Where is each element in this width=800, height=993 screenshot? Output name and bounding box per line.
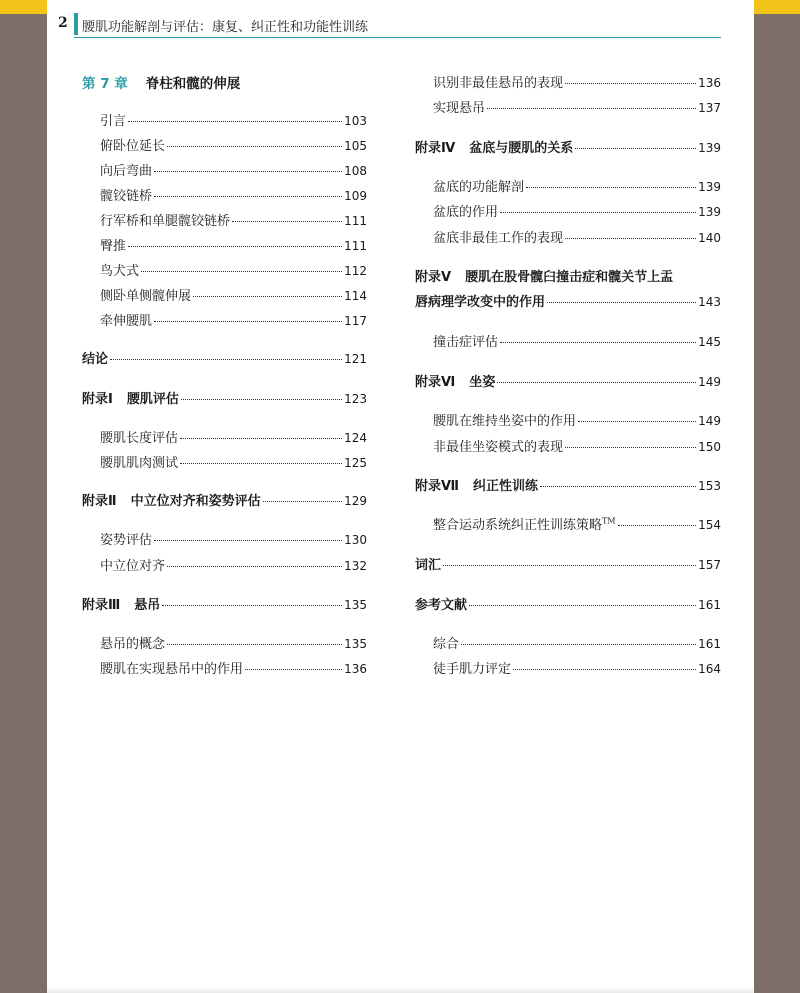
toc-page-number: 111 bbox=[344, 214, 367, 228]
toc-entry[interactable] bbox=[82, 555, 367, 574]
dot-leader bbox=[180, 463, 342, 464]
toc-page-number: 109 bbox=[344, 189, 367, 203]
toc-entry[interactable] bbox=[82, 529, 367, 548]
toc-entry[interactable] bbox=[415, 436, 721, 455]
trademark-mark: TM bbox=[602, 516, 616, 526]
page-bottom-shadow bbox=[47, 987, 754, 993]
toc-entry[interactable] bbox=[415, 633, 721, 652]
toc-entry-label: 结论 bbox=[82, 352, 109, 367]
toc-entry-label: 徒手肌力评定 bbox=[433, 662, 512, 677]
dot-leader bbox=[578, 421, 696, 422]
dot-leader bbox=[167, 566, 342, 567]
toc-page-number: 124 bbox=[344, 431, 367, 445]
toc-page-number: 105 bbox=[344, 139, 367, 153]
toc-entry[interactable] bbox=[415, 72, 721, 91]
toc-entry-label: 中立位对齐 bbox=[100, 559, 166, 574]
dot-leader bbox=[540, 486, 696, 487]
toc-entry[interactable] bbox=[415, 97, 721, 116]
dot-leader bbox=[487, 108, 696, 109]
toc-entry[interactable] bbox=[82, 658, 367, 677]
toc-page-number: 129 bbox=[344, 494, 367, 508]
toc-entry-label: 盆底的功能解剖 bbox=[433, 180, 525, 195]
header-accent-bar bbox=[74, 13, 78, 35]
toc-page-number: 125 bbox=[344, 456, 367, 470]
dot-leader bbox=[181, 399, 342, 400]
dot-leader bbox=[110, 359, 342, 360]
toc-page-number: 130 bbox=[344, 533, 367, 547]
toc-entry[interactable] bbox=[82, 185, 367, 204]
appendix-prefix: 附录Ⅴ bbox=[415, 270, 452, 285]
toc-page-number: 132 bbox=[344, 559, 367, 573]
dot-leader bbox=[128, 246, 342, 247]
toc-entry-label: 盆底与腰肌的关系 bbox=[469, 141, 574, 156]
toc-appendix-5-line2[interactable] bbox=[415, 291, 721, 310]
page-number: 2 bbox=[58, 15, 68, 31]
toc-entry-label-continued: 唇病理学改变中的作用 bbox=[415, 295, 546, 310]
toc-page-number: 153 bbox=[698, 479, 721, 493]
dot-leader bbox=[141, 271, 342, 272]
toc-page-number: 135 bbox=[344, 598, 367, 612]
toc-page-number: 121 bbox=[344, 352, 367, 366]
toc-page-number: 139 bbox=[698, 180, 721, 194]
dot-leader bbox=[162, 605, 342, 606]
toc-entry-label: 俯卧位延长 bbox=[100, 139, 166, 154]
dot-leader bbox=[193, 296, 342, 297]
dot-leader bbox=[461, 644, 696, 645]
dot-leader bbox=[575, 148, 696, 149]
dot-leader bbox=[469, 605, 696, 606]
corner-tab-left bbox=[0, 0, 47, 14]
toc-entry-label: 向后弯曲 bbox=[100, 164, 153, 179]
toc-entry-label: 综合 bbox=[433, 637, 460, 652]
toc-entry[interactable] bbox=[82, 210, 367, 229]
toc-entry-label: 侧卧单侧髋伸展 bbox=[100, 289, 192, 304]
toc-entry-label: 腰肌评估 bbox=[126, 392, 179, 407]
toc-page-number: 150 bbox=[698, 440, 721, 454]
dot-leader bbox=[443, 565, 696, 566]
toc-entry[interactable] bbox=[82, 452, 367, 471]
toc-entry-label: 鸟犬式 bbox=[100, 264, 140, 279]
appendix-prefix: 附录Ⅱ bbox=[82, 494, 117, 509]
toc-entry-label: 腰肌在维持坐姿中的作用 bbox=[433, 414, 577, 429]
dot-leader bbox=[547, 302, 696, 303]
toc-page-number: 154 bbox=[698, 518, 721, 532]
toc-entry-label: 识别非最佳悬吊的表现 bbox=[433, 76, 564, 91]
toc-page-number: 145 bbox=[698, 335, 721, 349]
book-page bbox=[47, 0, 754, 993]
dot-leader bbox=[565, 83, 696, 84]
toc-entry-label: 悬吊的概念 bbox=[100, 637, 166, 652]
toc-entry[interactable] bbox=[82, 235, 367, 254]
dot-leader bbox=[500, 212, 696, 213]
dot-leader bbox=[128, 121, 342, 122]
toc-conclusion[interactable] bbox=[82, 348, 367, 367]
chapter-number: 第 7 章 bbox=[82, 76, 128, 92]
toc-entry-label: 臀推 bbox=[100, 239, 127, 254]
toc-entry-label: 行军桥和单腿髋铰链桥 bbox=[100, 214, 231, 229]
toc-page-number: 149 bbox=[698, 414, 721, 428]
toc-entry-label: 腰肌在实现悬吊中的作用 bbox=[100, 662, 244, 677]
toc-page-number: 149 bbox=[698, 375, 721, 389]
dot-leader bbox=[154, 321, 342, 322]
toc-entry-label: 牵伸腰肌 bbox=[100, 314, 153, 329]
toc-entry-label: 姿势评估 bbox=[100, 533, 153, 548]
toc-page-number: 137 bbox=[698, 101, 721, 115]
toc-page-number: 136 bbox=[698, 76, 721, 90]
toc-page-number: 136 bbox=[344, 662, 367, 676]
toc-entry-label: 中立位对齐和姿势评估 bbox=[130, 494, 261, 509]
toc-page-number: 103 bbox=[344, 114, 367, 128]
dot-leader bbox=[618, 525, 697, 526]
toc-entry[interactable] bbox=[82, 135, 367, 154]
dot-leader bbox=[513, 669, 696, 670]
toc-glossary[interactable] bbox=[415, 554, 721, 573]
corner-tab-right bbox=[754, 0, 800, 14]
dot-leader bbox=[167, 146, 342, 147]
dot-leader bbox=[167, 644, 342, 645]
toc-entry[interactable] bbox=[415, 331, 721, 350]
toc-entry-label: 盆底的作用 bbox=[433, 205, 499, 220]
toc-page-number: 140 bbox=[698, 231, 721, 245]
toc-appendix-6[interactable] bbox=[415, 371, 721, 390]
toc-entry-label: 腰肌肌肉测试 bbox=[100, 456, 179, 471]
toc-entry-label: 纠正性训练 bbox=[473, 479, 539, 494]
toc-entry-label bbox=[433, 514, 616, 533]
toc-entry-text: 整合运动系统纠正性训练策略 bbox=[433, 518, 603, 533]
toc-page-number: 161 bbox=[698, 637, 721, 651]
toc-page-number: 157 bbox=[698, 558, 721, 572]
toc-entry[interactable] bbox=[82, 160, 367, 179]
toc-page-number: 123 bbox=[344, 392, 367, 406]
book-title: 腰肌功能解剖与评估：康复、纠正性和功能性训练 bbox=[82, 20, 369, 35]
toc-entry-label: 悬吊 bbox=[134, 598, 161, 613]
toc-page-number: 108 bbox=[344, 164, 367, 178]
dot-leader bbox=[526, 187, 696, 188]
dot-leader bbox=[180, 438, 342, 439]
toc-page-number: 161 bbox=[698, 598, 721, 612]
dot-leader bbox=[154, 540, 342, 541]
appendix-prefix: 附录Ⅳ bbox=[415, 141, 456, 156]
toc-page-number: 111 bbox=[344, 239, 367, 253]
toc-references[interactable] bbox=[415, 594, 721, 613]
toc-page-number: 112 bbox=[344, 264, 367, 278]
dot-leader bbox=[154, 171, 342, 172]
toc-entry[interactable] bbox=[82, 110, 367, 129]
toc-appendix-1[interactable] bbox=[82, 388, 367, 407]
toc-entry-label: 实现悬吊 bbox=[433, 101, 486, 116]
dot-leader bbox=[565, 447, 696, 448]
toc-entry-label: 词汇 bbox=[415, 558, 442, 573]
toc-appendix-5-line1[interactable] bbox=[415, 266, 673, 285]
toc-page-number: 139 bbox=[698, 141, 721, 155]
toc-entry-label: 腰肌长度评估 bbox=[100, 431, 179, 446]
dot-leader bbox=[497, 382, 696, 383]
toc-page-number: 135 bbox=[344, 637, 367, 651]
toc-entry-label: 坐姿 bbox=[469, 375, 496, 390]
toc-appendix-7[interactable] bbox=[415, 475, 721, 494]
toc-page-number: 164 bbox=[698, 662, 721, 676]
appendix-prefix: 附录Ⅲ bbox=[82, 598, 121, 613]
toc-entry-label: 参考文献 bbox=[415, 598, 468, 613]
dot-leader bbox=[263, 501, 343, 502]
dot-leader bbox=[232, 221, 342, 222]
dot-leader bbox=[154, 196, 342, 197]
toc-appendix-3[interactable] bbox=[82, 594, 367, 613]
toc-entry-label: 盆底非最佳工作的表现 bbox=[433, 231, 564, 246]
toc-entry[interactable] bbox=[415, 201, 721, 220]
page-header bbox=[47, 0, 754, 44]
toc-entry-label: 腰肌在股骨髋臼撞击症和髋关节上盂 bbox=[465, 270, 674, 285]
toc-entry[interactable] bbox=[415, 410, 721, 429]
toc-entry[interactable] bbox=[82, 427, 367, 446]
toc-entry-label: 髋铰链桥 bbox=[100, 189, 153, 204]
toc-entry[interactable] bbox=[82, 285, 367, 304]
toc-page-number: 114 bbox=[344, 289, 367, 303]
dot-leader bbox=[565, 238, 696, 239]
toc-page-number: 117 bbox=[344, 314, 367, 328]
appendix-prefix: 附录Ⅵ bbox=[415, 375, 456, 390]
toc-entry[interactable] bbox=[415, 176, 721, 195]
appendix-prefix: 附录Ⅰ bbox=[82, 392, 113, 407]
toc-entry[interactable] bbox=[82, 260, 367, 279]
toc-entry[interactable] bbox=[82, 633, 367, 652]
toc-chapter-7[interactable] bbox=[82, 72, 367, 92]
toc-entry-label: 非最佳坐姿模式的表现 bbox=[433, 440, 564, 455]
toc-page-number: 143 bbox=[698, 295, 721, 309]
toc-entry[interactable] bbox=[415, 658, 721, 677]
dot-leader bbox=[500, 342, 696, 343]
dot-leader bbox=[245, 669, 342, 670]
appendix-prefix: 附录Ⅶ bbox=[415, 479, 460, 494]
toc-entry-label: 撞击症评估 bbox=[433, 335, 499, 350]
toc-page-number: 139 bbox=[698, 205, 721, 219]
chapter-title: 脊柱和髋的伸展 bbox=[145, 76, 241, 92]
toc-appendix-4[interactable] bbox=[415, 137, 721, 156]
toc-entry[interactable] bbox=[415, 514, 721, 533]
toc-entry[interactable] bbox=[415, 227, 721, 246]
toc-appendix-2[interactable] bbox=[82, 490, 367, 509]
header-rule bbox=[74, 37, 721, 38]
toc-entry-label: 引言 bbox=[100, 114, 127, 129]
toc-entry[interactable] bbox=[82, 310, 367, 329]
